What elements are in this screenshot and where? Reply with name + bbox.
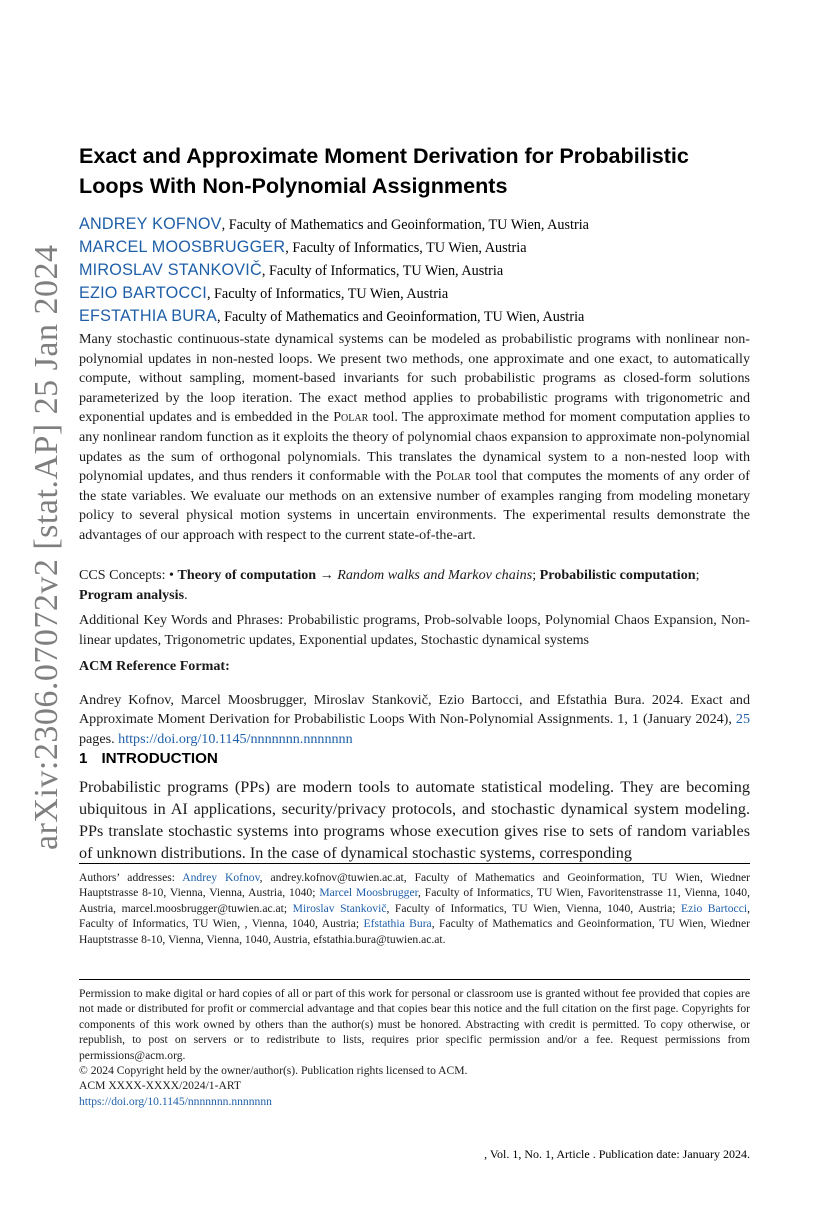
author-entry: [79, 259, 750, 282]
address-author-link[interactable]: Miroslav Stankovič: [292, 901, 387, 915]
section-title: INTRODUCTION: [101, 750, 218, 767]
paper-title: [79, 141, 750, 201]
permission-divider: [79, 979, 750, 980]
section-number: 1: [79, 750, 88, 767]
author-entry: [79, 236, 750, 259]
polar-tool-name: Polar: [333, 409, 369, 426]
author-entry: [79, 213, 750, 236]
doi-link[interactable]: https://doi.org/10.1145/nnnnnnn.nnnnnnn: [118, 730, 353, 747]
author-addresses: [79, 870, 750, 947]
ccs-concept-1: Theory of computation: [177, 567, 317, 583]
reference-pages-suffix: pages.: [79, 730, 119, 747]
abstract-part-2: tool. The approximate method for moment computation applies to any nonlinear random function as it exploits the theory of polynomial chaos expansion to approximate non-polynomial updates as the sum of orthogonal polynomials. This translates the dynamical system to a non-nested loop with polynomial updates, and thus renders it conformable with the: [79, 409, 751, 485]
address-author-link[interactable]: Marcel Moosbrugger: [319, 886, 419, 900]
ccs-concept-3: Program analysis: [79, 586, 185, 603]
page-count-link[interactable]: 25: [735, 711, 750, 728]
address-text: , Faculty of Informatics, TU Wien, Vienna, 1040, Austria;: [386, 901, 681, 915]
keywords: Additional Key Words and Phrases: Probabilistic programs, Prob-solvable loops, Polynomial Chaos Expansion, Non-linear updates, Trigonometric updates, Exponential updates, Stochastic dynamical systems: [79, 612, 750, 648]
author-name-link[interactable]: MARCEL MOOSBRUGGER: [79, 238, 286, 256]
author-entry: [79, 282, 750, 305]
abstract-text: [79, 330, 750, 546]
title-line-2: Loops With Non-Polynomial Assignments: [79, 173, 508, 198]
address-text: , Faculty of Mathematics and Geoinformation, TU Wien, Wiedner Hauptstrasse 8-10, Vienna, Vienna, 1040, Austria, efstathia.bura@tuwien.ac.at.: [79, 917, 750, 946]
polar-tool-name: Polar: [435, 468, 471, 485]
reference-heading: ACM Reference Format:: [79, 658, 230, 674]
author-affiliation: , Faculty of Informatics, TU Wien, Austria: [285, 240, 527, 256]
abstract-part-1: Many stochastic continuous-state dynamical systems can be modeled as probabilistic programs with nonlinear non-polynomial updates in non-nested loops. We present two methods, one approximate and one exact, to automatically compute, without sampling, moment-based invariants for such probabilistic programs as closed-form solutions parameterized by the loop iteration. The exact method applies to probabilistic programs with trigonometric and exponential updates and is embedded in the: [79, 331, 750, 426]
author-name-link[interactable]: EFSTATHIA BURA: [79, 307, 218, 325]
author-name-link[interactable]: EZIO BARTOCCI: [79, 284, 207, 302]
title-line-1: Exact and Approximate Moment Derivation for Probabilistic: [79, 143, 689, 168]
author-affiliation: , Faculty of Mathematics and Geoinformation, TU Wien, Austria: [221, 217, 589, 233]
address-text: , andrey.kofnov@tuwien.ac.at, Faculty of Mathematics and Geoinformation, TU Wien, Wiedner Hauptstrasse 8-10, Vienna, Vienna, Austria, 1040;: [79, 871, 750, 900]
ccs-concept-2: Probabilistic computation: [539, 567, 696, 583]
arxiv-identifier-stamp: arXiv:2306.07072v2 [stat.AP] 25 Jan 2024: [28, 244, 65, 850]
author-list: [79, 213, 750, 328]
footnote-divider: [79, 863, 750, 864]
acm-id-line: ACM XXXX-XXXX/2024/1-ART: [79, 1079, 241, 1093]
address-author-link[interactable]: Efstathia Bura: [363, 917, 432, 931]
author-entry: [79, 305, 750, 328]
permission-text: Permission to make digital or hard copies of all or part of this work for personal or classroom use is granted without fee provided that copies are not made or distributed for profit or commercial advantage and that copies bear this notice and the full citation on the first page. Copyrights for components of this work owned by others than the author(s) must be honored. Abstracting with credit is permitted. To copy otherwise, or republish, to post on servers or to redistribute to lists, requires prior specific permission and/or a fee. Request permissions from permissions@acm.org.: [79, 987, 750, 1062]
address-text: , Faculty of Informatics, TU Wien, Favoritenstrasse 11, Vienna, 1040, Austria, marcel.moosbrugger@tuwien.ac.at;: [79, 886, 750, 915]
author-affiliation: , Faculty of Informatics, TU Wien, Austria: [261, 263, 504, 279]
ccs-concepts: [79, 566, 750, 605]
reference-citation: Andrey Kofnov, Marcel Moosbrugger, Miroslav Stankovič, Ezio Bartocci, and Efstathia Bura. 2024. Exact and Approximate Moment Derivation for Probabilistic Loops With Non-Polynomial Assignments. 1, 1 (January 2024),: [79, 691, 750, 728]
address-author-link[interactable]: Ezio Bartocci: [681, 901, 748, 915]
reference-text: [79, 691, 750, 750]
introduction-text: Probabilistic programs (PPs) are modern tools to automate statistical modeling. They are becoming ubiquitous in AI applications, security/privacy protocols, and stochastic dynamical system modeling. PPs translate stochastic systems into programs whose execution gives rise to sets of random variables of unknown distributions. In the case of dynamical stochastic systems, corresponding: [79, 778, 750, 862]
author-name-link[interactable]: MIROSLAV STANKOVIČ: [79, 261, 262, 279]
permission-notice: [79, 986, 750, 1109]
abstract-part-3: tool that computes the moments of any order of the state variables. We evaluate our methods on an extensive number of examples ranging from modeling monetary policy to several physical motion systems in uncertain environments. The experimental results demonstrate the advantages of our approach with respect to the current state-of-the-art.: [79, 468, 750, 543]
ccs-label: CCS Concepts: •: [79, 567, 178, 583]
author-affiliation: , Faculty of Mathematics and Geoinformation, TU Wien, Austria: [217, 309, 585, 325]
ccs-arrow: →: [316, 567, 338, 583]
abstract: [79, 330, 750, 546]
ccs-separator: ;: [532, 567, 540, 583]
address-author-link[interactable]: Andrey Kofnov: [182, 871, 260, 884]
copyright-line: © 2024 Copyright held by the owner/author(s). Publication rights licensed to ACM.: [79, 1064, 468, 1078]
author-name-link[interactable]: ANDREY KOFNOV: [79, 215, 222, 233]
section-heading: [79, 749, 750, 769]
ccs-separator: ;: [695, 567, 700, 583]
acm-reference-format: [79, 657, 750, 764]
ccs-subconcept-1: Random walks and Markov chains: [337, 567, 533, 583]
address-text: , Faculty of Informatics, TU Wien, , Vienna, 1040, Austria;: [79, 901, 750, 931]
page-footer: , Vol. 1, No. 1, Article . Publication date: January 2024.: [484, 1147, 750, 1161]
doi-link[interactable]: https://doi.org/10.1145/nnnnnnn.nnnnnnn: [79, 1094, 272, 1108]
ccs-end: .: [184, 586, 188, 603]
author-affiliation: , Faculty of Informatics, TU Wien, Austria: [206, 286, 449, 302]
addresses-lead: Authors’ addresses:: [79, 871, 183, 884]
